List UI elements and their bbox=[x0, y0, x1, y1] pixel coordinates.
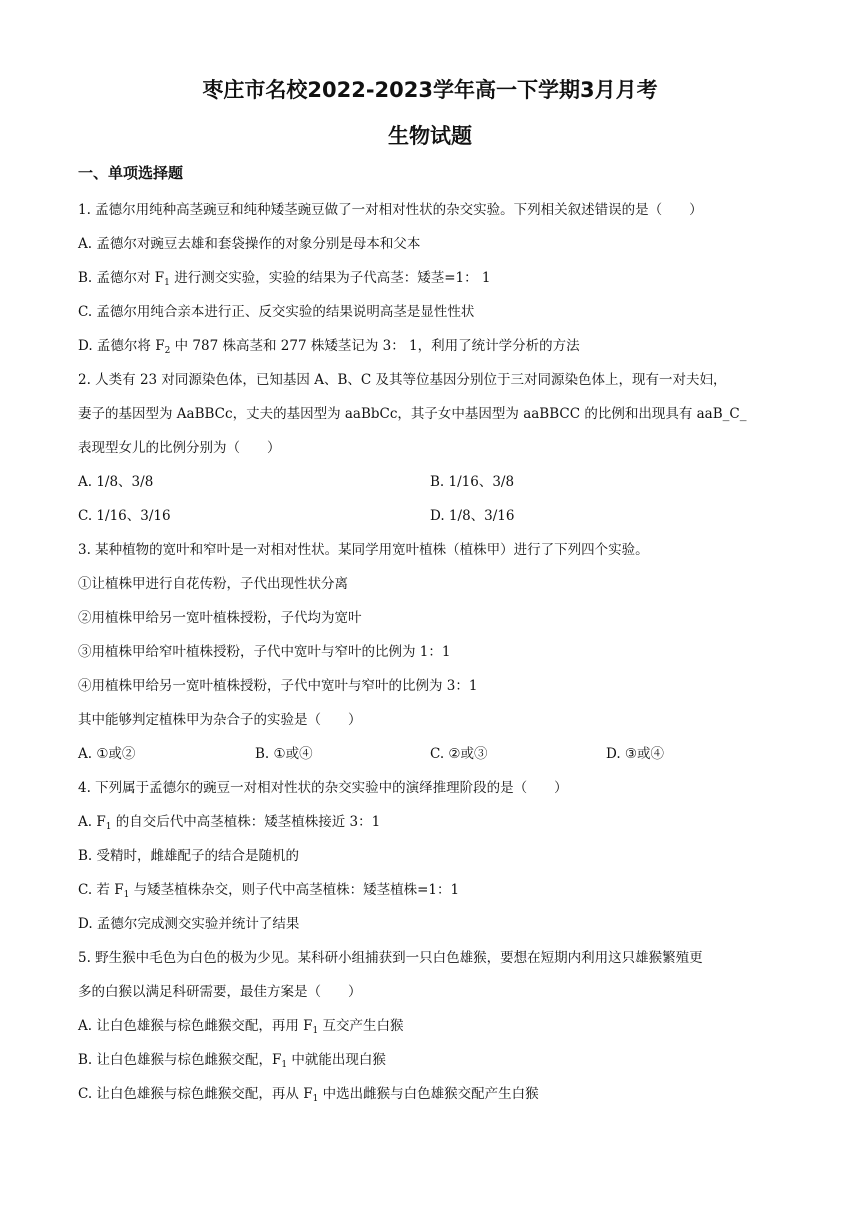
q5-option-a: A. 让白色雄猴与棕色雌猴交配，再用 $F_1$ 互交产生白猴 bbox=[78, 1018, 404, 1036]
q4-option-a: A. $F_1$ 的自交后代中高茎植株：矮茎植株接近 3：1 bbox=[78, 814, 381, 832]
q4-option-c: C. 若 $F_1$ 与矮茎植株杂交，则子代中高茎植株：矮茎植株=1：1 bbox=[78, 882, 460, 900]
q5-option-c: C. 让白色雄猴与棕色雌猴交配，再从 $F_1$ 中选出雌猴与白色雄猴交配产生白猴 bbox=[78, 1086, 539, 1104]
q1-option-b: B. 孟德尔对 $F_1$ 进行测交实验，实验的结果为子代高茎：矮茎=1： 1 bbox=[78, 270, 491, 288]
q1-option-d: D. 孟德尔将 $F_2$ 中 787 株高茎和 277 株矮茎记为 3： 1，利用了统计学分析的方法 bbox=[78, 338, 580, 356]
q2-stem-line2: 妻子的基因型为 AaBBCc，丈夫的基因型为 aaBbCc，其子女中基因型为 aaBBCC 的比例和出现具有 aaB_C_ bbox=[78, 406, 747, 422]
q5-stem-line2: 多的白猴以满足科研需要，最佳方案是（ ） bbox=[78, 984, 362, 1000]
q1-option-c: C. 孟德尔用纯合亲本进行正、反交实验的结果说明高茎是显性性状 bbox=[78, 304, 475, 320]
q4-option-b: B. 受精时，雌雄配子的结合是随机的 bbox=[78, 848, 300, 864]
q3-stem: 3. 某种植物的宽叶和窄叶是一对相对性状。某同学用宽叶植株（植株甲）进行了下列四个实验。 bbox=[78, 542, 649, 558]
q3-option-d: D. ③或④ bbox=[606, 746, 665, 762]
q2-option-d: D. 1/8、3/16 bbox=[430, 508, 515, 524]
section-heading: 一、单项选择题 bbox=[78, 164, 184, 182]
q3-experiment-2: ②用植株甲给另一宽叶植株授粉，子代均为宽叶 bbox=[78, 610, 362, 626]
q2-option-c: C. 1/16、3/16 bbox=[78, 508, 171, 524]
q2-stem-line1: 2. 人类有 23 对同源染色体，已知基因 A、B、C 及其等位基因分别位于三对同源染色体上，现有一对夫妇， bbox=[78, 372, 727, 388]
q2-option-b: B. 1/16、3/8 bbox=[430, 474, 515, 490]
q2-option-a: A. 1/8、3/8 bbox=[78, 474, 154, 490]
q3-experiment-4: ④用植株甲给另一宽叶植株授粉，子代中宽叶与窄叶的比例为 3：1 bbox=[78, 678, 478, 694]
q1-stem: 1. 孟德尔用纯种高茎豌豆和纯种矮茎豌豆做了一对相对性状的杂交实验。下列相关叙述错误的是（ ） bbox=[78, 202, 703, 218]
q1-option-a: A. 孟德尔对豌豆去雄和套袋操作的对象分别是母本和父本 bbox=[78, 236, 421, 252]
q4-option-d: D. 孟德尔完成测交实验并统计了结果 bbox=[78, 916, 300, 932]
q4-stem: 4. 下列属于孟德尔的豌豆一对相对性状的杂交实验中的演绎推理阶段的是（ ） bbox=[78, 780, 568, 796]
q3-question: 其中能够判定植株甲为杂合子的实验是（ ） bbox=[78, 712, 362, 728]
q5-option-b: B. 让白色雄猴与棕色雌猴交配，$F_1$ 中就能出现白猴 bbox=[78, 1052, 386, 1070]
q3-experiment-1: ①让植株甲进行自花传粉，子代出现性状分离 bbox=[78, 576, 348, 592]
q3-option-a: A. ①或② bbox=[78, 746, 136, 762]
q3-experiment-3: ③用植株甲给窄叶植株授粉，子代中宽叶与窄叶的比例为 1：1 bbox=[78, 644, 451, 660]
exam-subtitle: 生物试题 bbox=[388, 124, 472, 148]
q2-stem-line3: 表现型女儿的比例分别为（ ） bbox=[78, 440, 281, 456]
q3-option-c: C. ②或③ bbox=[430, 746, 488, 762]
q5-stem-line1: 5. 野生猴中毛色为白色的极为少见。某科研小组捕获到一只白色雄猴，要想在短期内利用这只雄猴繁殖更 bbox=[78, 950, 703, 966]
q3-option-b: B. ①或④ bbox=[255, 746, 313, 762]
exam-title: 枣庄市名校2022-2023学年高一下学期3月月考 bbox=[202, 78, 658, 102]
